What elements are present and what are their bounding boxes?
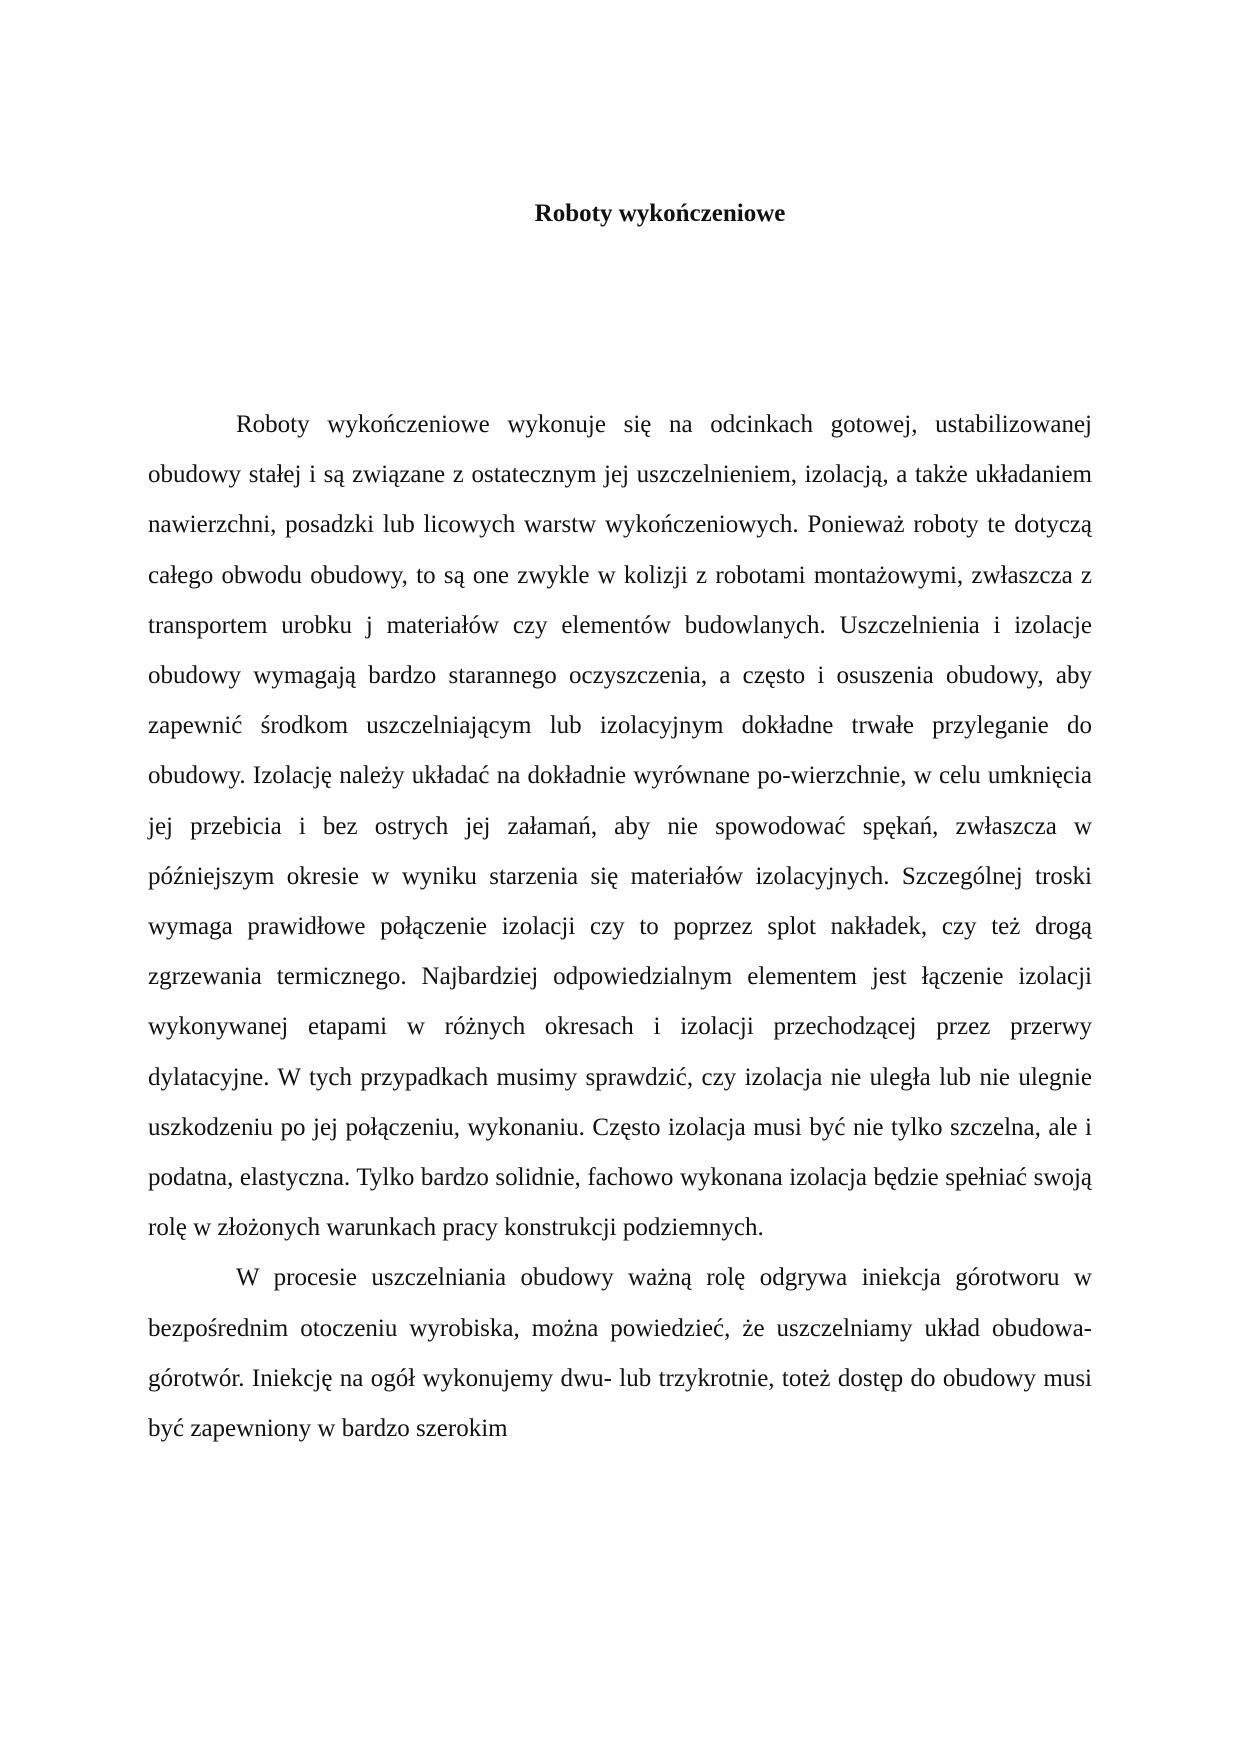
document-body (148, 400, 1092, 1454)
document-title: Roboty wykończeniowe (534, 200, 786, 227)
paragraph-1: Roboty wykończeniowe wykonuje się na odcinkach gotowej, ustabilizowanej obudowy stałej i są związane z ostatecznym jej uszczelnieniem, izolacją, a także układaniem nawierzchni, posadzki lub licowych warstw wykończeniowych. Ponieważ roboty te dotyczą całego obwodu obudowy, to są one zwykle w kolizji z robotami montażowymi, zwłaszcza z transportem urobku j materiałów czy elementów budowlanych. Uszczelnienia i izolacje obudowy wymagają bardzo starannego oczyszczenia, a często i osuszenia obudowy, aby zapewnić środkom uszczelniającym lub izolacyjnym dokładne trwałe przyleganie do obudowy. Izolację należy układać na dokładnie wyrównane po-wierzchnie, w celu umknięcia jej przebicia i bez ostrych jej załamań, aby nie spowodować spękań, zwłaszcza w późniejszym okresie w wyniku starzenia się materiałów izolacyjnych. Szczególnej troski wymaga prawidłowe połączenie izolacji czy to poprzez splot nakładek, czy też drogą zgrzewania termicznego. Najbardziej odpowiedzialnym elementem jest łączenie izolacji wykonywanej etapami w różnych okresach i izolacji przechodzącej przez przerwy dylatacyjne. W tych przypadkach musimy sprawdzić, czy izolacja nie uległa lub nie ulegnie uszkodzeniu po jej połączeniu, wykonaniu. Często izolacja musi być nie tylko szczelna, ale i podatna, elastyczna. Tylko bardzo solidnie, fachowo wykonana izolacja będzie spełniać swoją rolę w złożonych warunkach pracy konstrukcji podziemnych. (148, 411, 1092, 1242)
paragraph-2: W procesie uszczelniania obudowy ważną rolę odgrywa iniekcja górotworu w bezpośrednim otoczeniu wyrobiska, można powiedzieć, że uszczelniamy układ obudowa-górotwór. Iniekcję na ogół wykonujemy dwu- lub trzykrotnie, toteż dostęp do obudowy musi być zapewniony w bardzo szerokim (148, 1264, 1092, 1443)
